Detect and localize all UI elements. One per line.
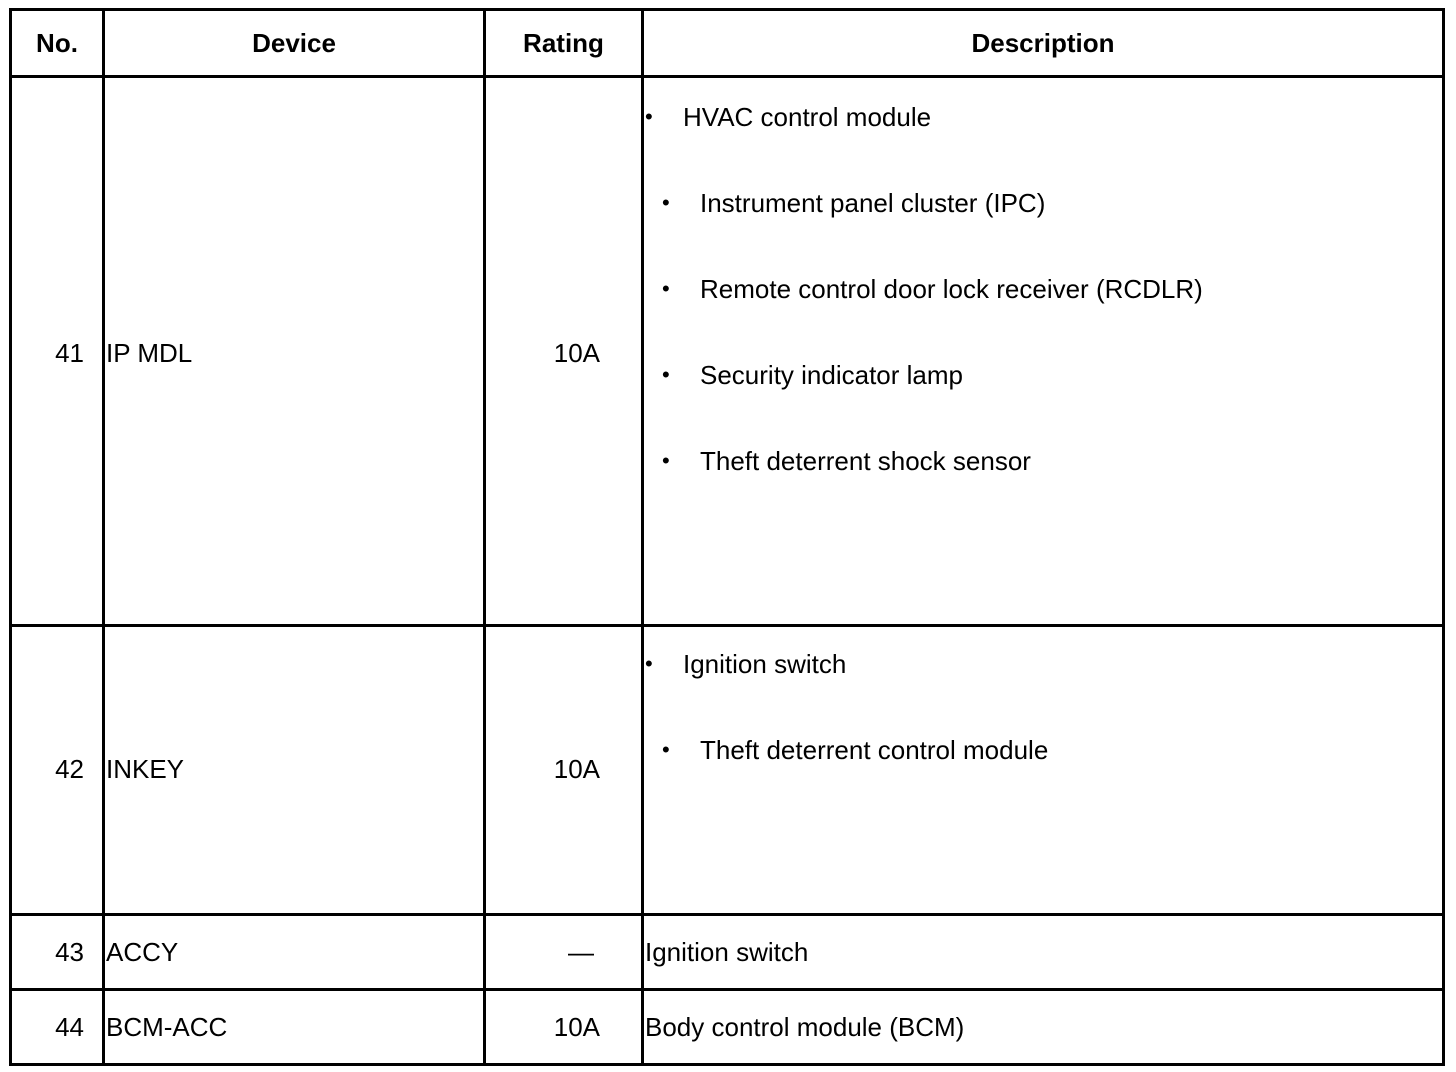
header-divider bbox=[9, 75, 1445, 78]
header-device: Device bbox=[252, 28, 336, 58]
table-border-left bbox=[9, 8, 12, 1066]
table-border-bottom bbox=[9, 1063, 1445, 1066]
row-rating: — bbox=[568, 937, 594, 967]
row-divider bbox=[9, 988, 1445, 991]
fuse-table bbox=[9, 8, 1445, 1066]
table-border-top bbox=[9, 8, 1445, 11]
row-device: INKEY bbox=[106, 754, 185, 784]
row-rating: 10A bbox=[553, 338, 600, 368]
row-divider bbox=[9, 913, 1445, 916]
row-device: BCM-ACC bbox=[106, 1012, 228, 1042]
row-no: 44 bbox=[55, 1012, 84, 1042]
header-rating: Rating bbox=[523, 28, 604, 58]
row-no: 43 bbox=[55, 937, 84, 967]
header-no: No. bbox=[36, 28, 78, 58]
row-rating: 10A bbox=[553, 1012, 600, 1042]
description-text: Theft deterrent control module bbox=[700, 735, 1049, 765]
description-text: Instrument panel cluster (IPC) bbox=[700, 188, 1046, 218]
description-text: HVAC control module bbox=[683, 102, 932, 132]
row-device: IP MDL bbox=[106, 338, 193, 368]
column-divider bbox=[483, 8, 486, 1066]
bullet-icon: • bbox=[662, 737, 670, 762]
column-divider bbox=[641, 8, 644, 1066]
header-description: Description bbox=[971, 28, 1115, 58]
bullet-icon: • bbox=[645, 651, 653, 676]
description-text: Remote control door lock receiver (RCDLR) bbox=[700, 274, 1203, 304]
row-no: 41 bbox=[55, 338, 84, 368]
description-text: Theft deterrent shock sensor bbox=[700, 446, 1031, 476]
bullet-icon: • bbox=[662, 448, 670, 473]
bullet-icon: • bbox=[662, 362, 670, 387]
table-border-right bbox=[1442, 8, 1445, 1066]
row-description: Body control module (BCM) bbox=[645, 1012, 965, 1042]
bullet-icon: • bbox=[662, 276, 670, 301]
description-text: Security indicator lamp bbox=[700, 360, 963, 390]
row-description: Ignition switch bbox=[645, 937, 809, 967]
column-divider bbox=[102, 8, 105, 1066]
bullet-icon: • bbox=[662, 190, 670, 215]
description-text: Ignition switch bbox=[683, 649, 847, 679]
bullet-icon: • bbox=[645, 104, 653, 129]
row-device: ACCY bbox=[106, 937, 179, 967]
row-rating: 10A bbox=[553, 754, 600, 784]
row-no: 42 bbox=[55, 754, 84, 784]
row-divider bbox=[9, 624, 1445, 627]
